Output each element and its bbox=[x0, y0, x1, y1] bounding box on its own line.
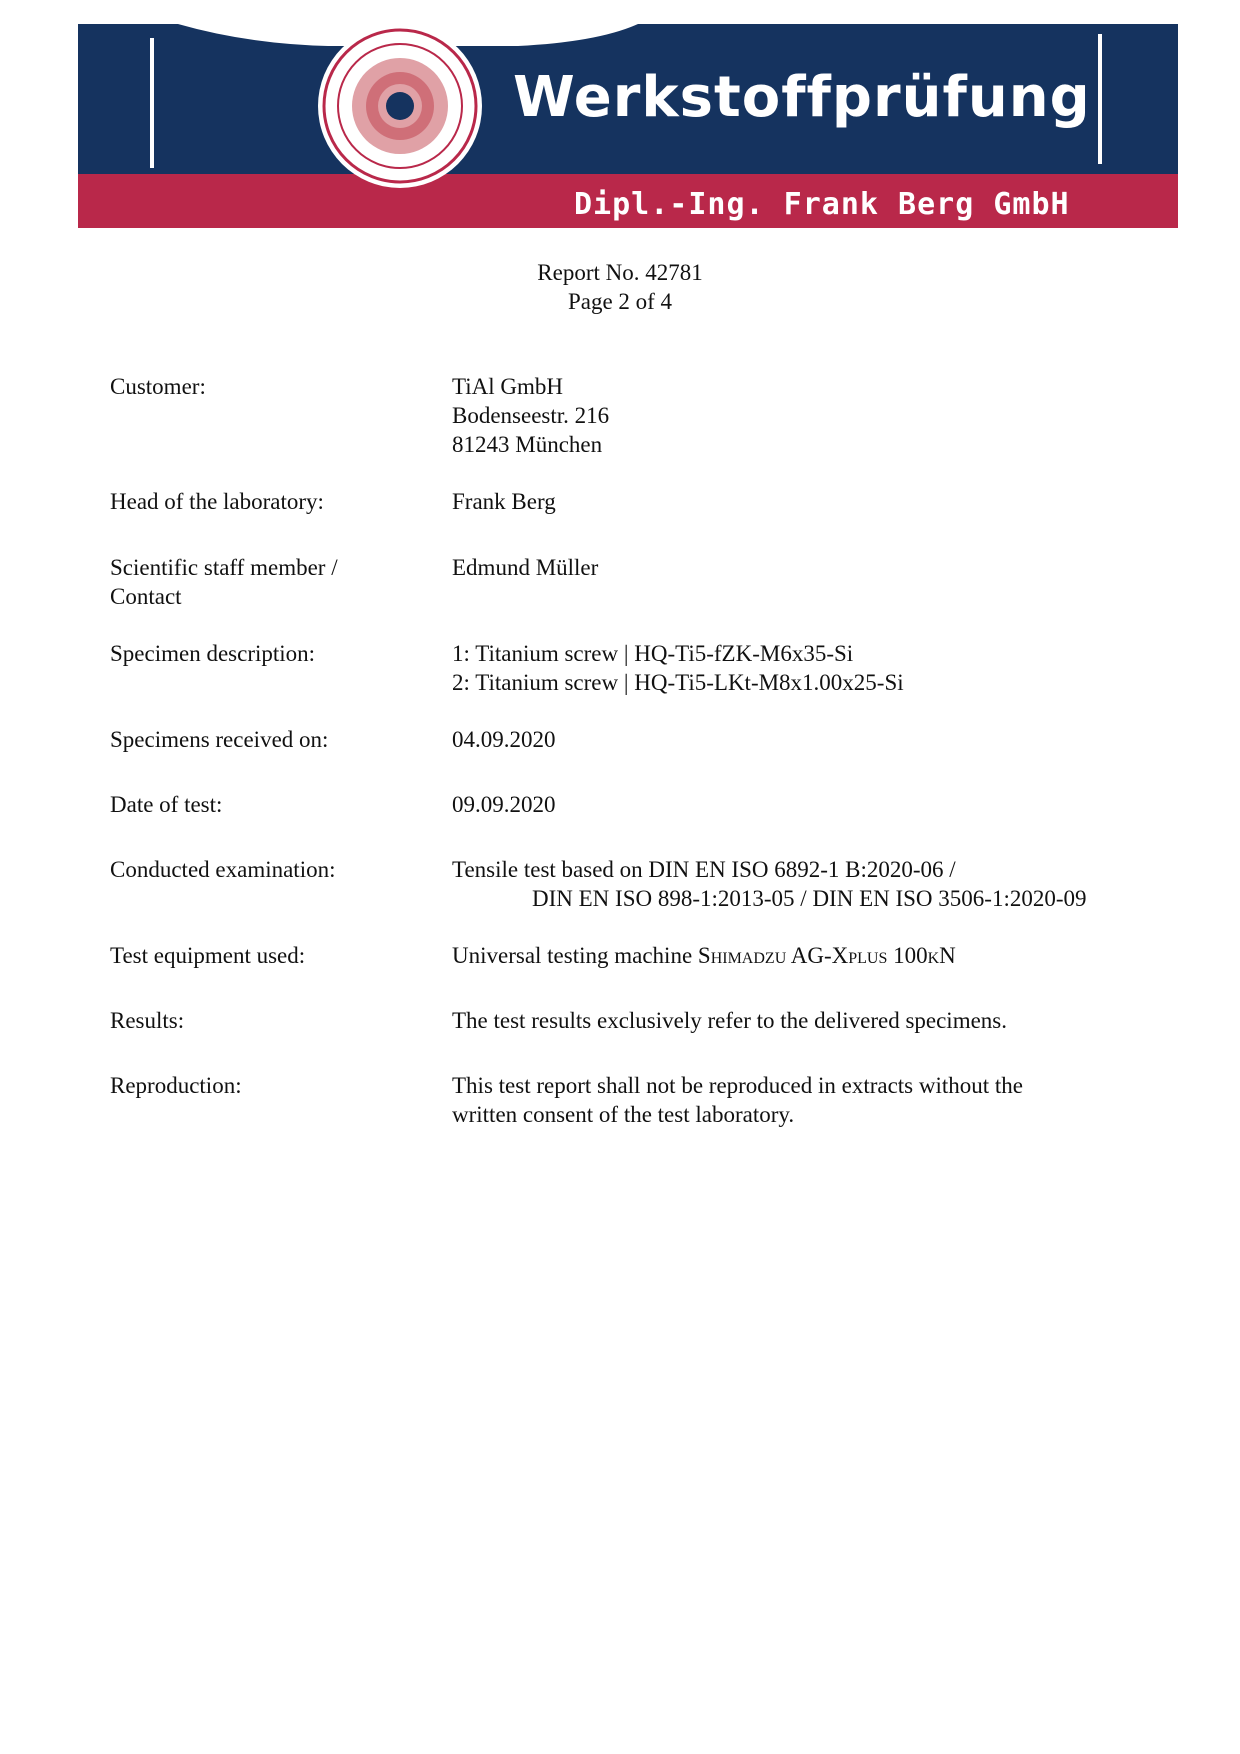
staff-label-line1: Scientific staff member / bbox=[110, 555, 338, 580]
staff-label bbox=[110, 553, 440, 611]
results-label: Results: bbox=[110, 1008, 185, 1033]
staff-value: Edmund Müller bbox=[452, 555, 599, 580]
reproduction-line-1: This test report shall not be reproduced in extracts without the bbox=[452, 1073, 1024, 1098]
equipment-model: AG-X bbox=[786, 943, 849, 968]
specimen-line-2: 2: Titanium screw | HQ-Ti5-LKt-M8x1.00x25-Si bbox=[452, 670, 904, 695]
examination-line-1: Tensile test based on DIN EN ISO 6892-1 B:2020-06 / bbox=[452, 857, 956, 882]
date-of-test-label: Date of test: bbox=[110, 792, 223, 817]
equipment-prefix: Universal testing machine bbox=[452, 943, 698, 968]
banner-right-stripe bbox=[1098, 34, 1102, 164]
head-of-lab-label: Head of the laboratory: bbox=[110, 489, 324, 514]
customer-label: Customer: bbox=[110, 374, 206, 399]
results-value: The test results exclusively refer to the delivered specimens. bbox=[452, 1008, 1007, 1033]
reproduction-value bbox=[452, 1071, 1172, 1129]
company-logo-banner bbox=[78, 24, 1178, 228]
equipment-brand: Shimadzu bbox=[697, 943, 787, 968]
customer-value bbox=[452, 372, 1172, 459]
banner-title: Werkstoffprüfung bbox=[513, 65, 1091, 130]
customer-city: 81243 München bbox=[452, 432, 603, 457]
customer-street: Bodenseestr. 216 bbox=[452, 403, 610, 428]
specimen-label: Specimen description: bbox=[110, 641, 316, 666]
customer-name: TiAl GmbH bbox=[452, 374, 563, 399]
banner-subtitle: Dipl.-Ing. Frank Berg GmbH bbox=[574, 187, 1070, 222]
report-heading bbox=[0, 258, 1240, 316]
banner-left-stripe bbox=[150, 38, 154, 168]
reproduction-line-2: written consent of the test laboratory. bbox=[452, 1102, 795, 1127]
specimen-value bbox=[452, 639, 1172, 697]
examination-value bbox=[452, 855, 1172, 913]
staff-label-line2: Contact bbox=[110, 584, 182, 609]
equipment-capacity: 100 bbox=[887, 943, 928, 968]
examination-line-2: DIN EN ISO 898-1:2013-05 / DIN EN ISO 3506-1:2020-09 bbox=[532, 886, 1087, 911]
page-indicator: Page 2 of 4 bbox=[567, 289, 673, 314]
reproduction-label: Reproduction: bbox=[110, 1073, 242, 1098]
target-emblem-icon bbox=[318, 24, 482, 188]
date-of-test-value: 09.09.2020 bbox=[452, 792, 556, 817]
received-value: 04.09.2020 bbox=[452, 727, 556, 752]
specimen-line-1: 1: Titanium screw | HQ-Ti5-fZK-M6x35-Si bbox=[452, 641, 854, 666]
report-number: Report No. 42781 bbox=[537, 260, 703, 285]
examination-label: Conducted examination: bbox=[110, 857, 336, 882]
equipment-capacity-unit: kN bbox=[927, 943, 956, 968]
equipment-label: Test equipment used: bbox=[110, 943, 306, 968]
equipment-value bbox=[452, 941, 1172, 970]
head-of-lab-value: Frank Berg bbox=[452, 489, 556, 514]
equipment-model-tail: plus bbox=[848, 943, 888, 968]
received-label: Specimens received on: bbox=[110, 727, 329, 752]
